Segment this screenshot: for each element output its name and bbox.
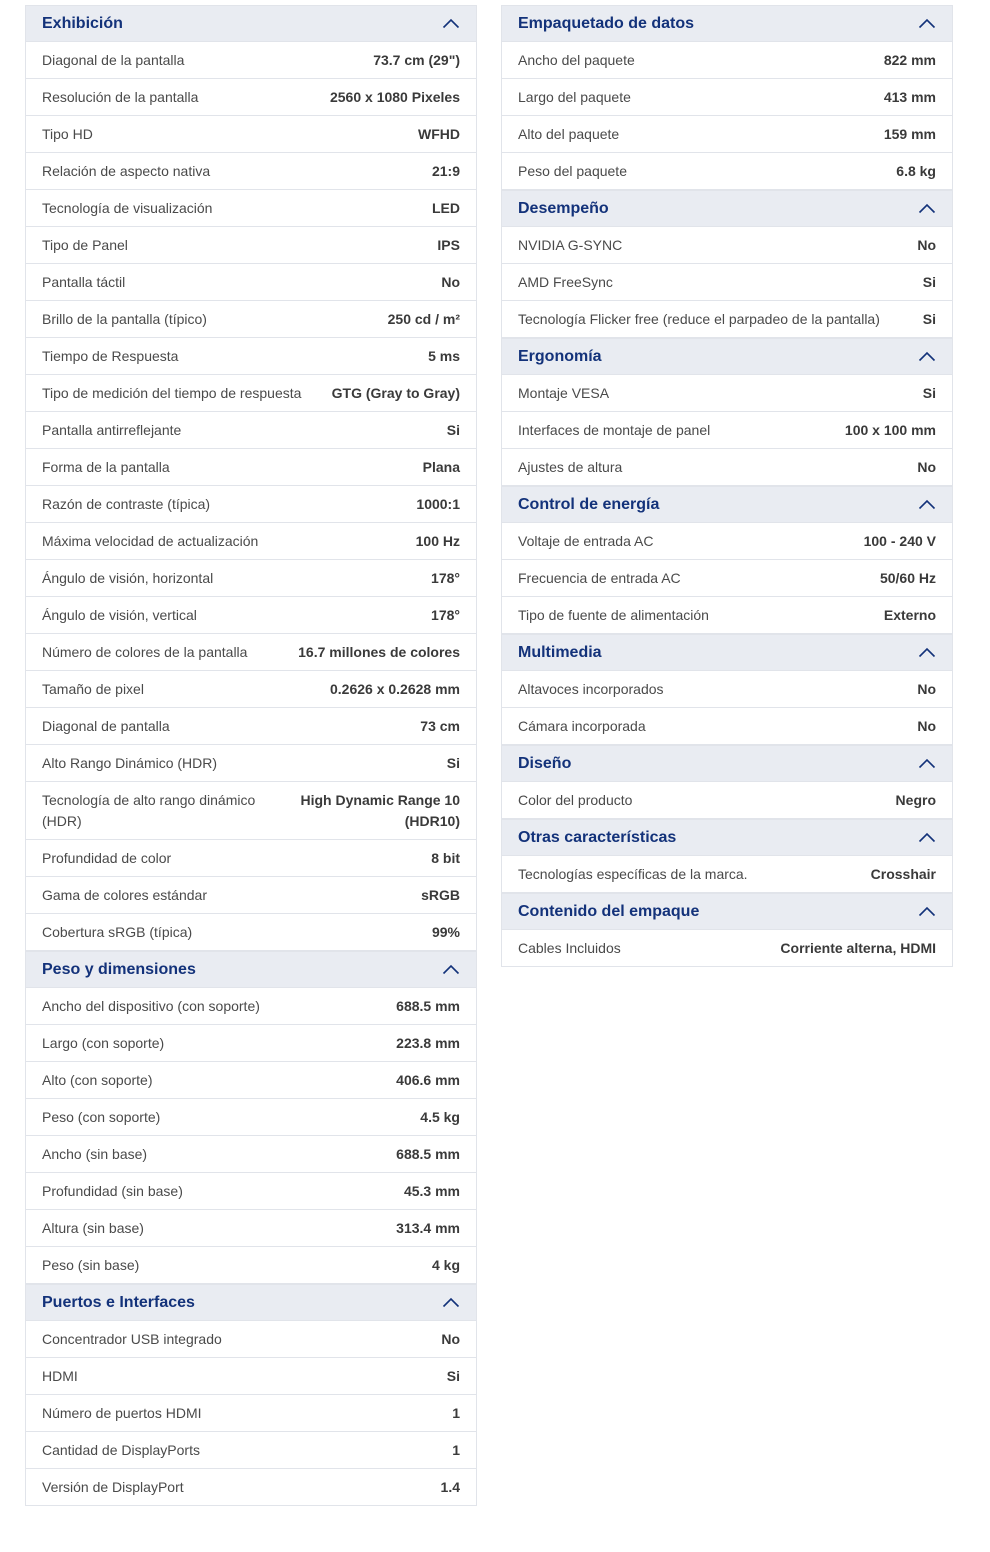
spec-label: Alto Rango Dinámico (HDR)	[42, 754, 218, 771]
spec-row	[502, 78, 952, 115]
spec-label: Tipo de fuente de alimentación	[518, 606, 709, 623]
spec-label: Montaje VESA	[518, 384, 610, 401]
spec-value: GTG (Gray to Gray)	[331, 384, 460, 401]
spec-label: Peso (sin base)	[42, 1256, 140, 1273]
spec-value: 2560 x 1080 Pixeles	[329, 88, 460, 105]
spec-label: Número de colores de la pantalla	[42, 643, 248, 660]
spec-value: 100 x 100 mm	[844, 421, 936, 438]
chevron-up-icon[interactable]	[918, 647, 936, 658]
section-header[interactable]	[502, 745, 952, 781]
spec-section-otras-caracteristicas	[501, 819, 953, 893]
spec-value: 688.5 mm	[396, 1145, 460, 1162]
spec-value: 688.5 mm	[396, 997, 460, 1014]
spec-label: Concentrador USB integrado	[42, 1330, 222, 1347]
spec-row	[26, 707, 476, 744]
spec-row	[502, 226, 952, 263]
spec-label: Altura (sin base)	[42, 1219, 144, 1236]
spec-row	[26, 596, 476, 633]
spec-label: Profundidad de color	[42, 849, 172, 866]
spec-label: Peso del paquete	[518, 162, 627, 179]
spec-label: Frecuencia de entrada AC	[518, 569, 681, 586]
spec-row	[502, 411, 952, 448]
spec-row	[26, 448, 476, 485]
chevron-up-icon[interactable]	[442, 964, 460, 975]
spec-value: 822 mm	[883, 51, 936, 68]
spec-value: 4 kg	[431, 1256, 460, 1273]
spec-label: Pantalla táctil	[42, 273, 126, 290]
spec-value: 250 cd / m²	[387, 310, 460, 327]
spec-label: NVIDIA G-SYNC	[518, 236, 623, 253]
spec-label: Tamaño de pixel	[42, 680, 144, 697]
spec-row	[26, 115, 476, 152]
spec-section-multimedia	[501, 634, 953, 745]
spec-label: Tecnología de alto rango dinámico (HDR)	[42, 791, 256, 829]
section-header[interactable]	[26, 951, 476, 987]
chevron-up-icon[interactable]	[918, 203, 936, 214]
spec-value: Externo	[883, 606, 936, 623]
spec-row	[26, 1135, 476, 1172]
section-title: Control de energía	[518, 495, 660, 513]
spec-value: Corriente alterna, HDMI	[780, 939, 936, 956]
spec-value: 21:9	[431, 162, 460, 179]
spec-section-peso-y-dimensiones	[25, 951, 477, 1284]
spec-value: 413 mm	[883, 88, 936, 105]
spec-value: Si	[446, 754, 460, 771]
spec-row	[502, 855, 952, 892]
section-header[interactable]	[502, 486, 952, 522]
spec-label: Tecnología Flicker free (reduce el parpadeo de la pantalla)	[518, 310, 880, 327]
spec-value: Si	[446, 421, 460, 438]
spec-value: 1	[452, 1441, 460, 1458]
spec-row	[26, 670, 476, 707]
spec-label: Ajustes de altura	[518, 458, 623, 475]
spec-label: Voltaje de entrada AC	[518, 532, 654, 549]
spec-label: Ancho del dispositivo (con soporte)	[42, 997, 260, 1014]
spec-label: Cobertura sRGB (típica)	[42, 923, 193, 940]
spec-row	[26, 226, 476, 263]
spec-label: Versión de DisplayPort	[42, 1478, 184, 1495]
spec-label: Relación de aspecto nativa	[42, 162, 211, 179]
spec-section-ergonomia	[501, 338, 953, 486]
spec-section-exhibicion	[25, 5, 477, 951]
spec-row	[26, 876, 476, 913]
spec-label: Cables Incluidos	[518, 939, 621, 956]
chevron-up-icon[interactable]	[918, 906, 936, 917]
spec-row	[502, 781, 952, 818]
spec-value: 178°	[431, 606, 460, 623]
section-title: Desempeño	[518, 199, 609, 217]
section-title: Peso y dimensiones	[42, 960, 196, 978]
spec-row	[502, 300, 952, 337]
section-title: Exhibición	[42, 14, 123, 32]
spec-value: High Dynamic Range 10 (HDR10)	[300, 791, 460, 829]
spec-row	[502, 559, 952, 596]
spec-label: Cámara incorporada	[518, 717, 646, 734]
spec-row	[26, 1172, 476, 1209]
section-header[interactable]	[502, 634, 952, 670]
spec-row	[26, 1320, 476, 1357]
spec-row	[26, 1246, 476, 1283]
spec-value: 406.6 mm	[396, 1071, 460, 1088]
spec-row	[502, 448, 952, 485]
spec-label: Ángulo de visión, horizontal	[42, 569, 214, 586]
spec-row	[502, 263, 952, 300]
spec-section-diseno	[501, 745, 953, 819]
spec-row	[26, 987, 476, 1024]
spec-label: Peso (con soporte)	[42, 1108, 161, 1125]
spec-value: No	[441, 1330, 460, 1347]
spec-value: WFHD	[418, 125, 460, 142]
spec-row	[26, 78, 476, 115]
spec-row	[26, 839, 476, 876]
section-header[interactable]	[26, 1284, 476, 1320]
spec-row	[26, 913, 476, 950]
spec-row	[26, 522, 476, 559]
spec-section-empaquetado-de-datos	[501, 5, 953, 190]
spec-value: LED	[432, 199, 460, 216]
spec-label: Pantalla antirreflejante	[42, 421, 182, 438]
spec-value: 178°	[431, 569, 460, 586]
spec-label: Altavoces incorporados	[518, 680, 664, 697]
spec-label: Alto del paquete	[518, 125, 620, 142]
spec-section-puertos-e-interfaces	[25, 1284, 477, 1506]
spec-row	[26, 300, 476, 337]
spec-label: Color del producto	[518, 791, 633, 808]
spec-row	[502, 929, 952, 966]
spec-label: HDMI	[42, 1367, 78, 1384]
spec-value: No	[917, 680, 936, 697]
spec-value: 99%	[431, 923, 460, 940]
spec-value: 6.8 kg	[896, 162, 936, 179]
spec-row	[26, 559, 476, 596]
spec-row	[26, 1468, 476, 1505]
spec-label: Ángulo de visión, vertical	[42, 606, 197, 623]
section-header[interactable]	[502, 819, 952, 855]
section-header[interactable]	[502, 190, 952, 226]
spec-value: 4.5 kg	[420, 1108, 460, 1125]
spec-row	[26, 41, 476, 78]
spec-label: AMD FreeSync	[518, 273, 613, 290]
spec-row	[26, 1098, 476, 1135]
spec-value: 159 mm	[883, 125, 936, 142]
spec-value: Si	[922, 384, 936, 401]
spec-value: 1.4	[440, 1478, 460, 1495]
spec-value: sRGB	[421, 886, 460, 903]
spec-value: 0.2626 x 0.2628 mm	[330, 680, 460, 697]
spec-value: 100 - 240 V	[863, 532, 936, 549]
spec-label: Diagonal de la pantalla	[42, 51, 185, 68]
spec-row	[26, 152, 476, 189]
spec-row	[26, 1061, 476, 1098]
spec-section-desempeno	[501, 190, 953, 338]
spec-label: Cantidad de DisplayPorts	[42, 1441, 200, 1458]
spec-value: Si	[922, 310, 936, 327]
spec-row	[26, 633, 476, 670]
spec-label: Ancho del paquete	[518, 51, 635, 68]
spec-value: 313.4 mm	[396, 1219, 460, 1236]
chevron-up-icon[interactable]	[918, 499, 936, 510]
spec-value: 5 ms	[428, 347, 460, 364]
spec-label: Forma de la pantalla	[42, 458, 170, 475]
spec-label: Tipo de medición del tiempo de respuesta	[42, 384, 302, 401]
spec-row	[26, 1209, 476, 1246]
spec-row	[26, 1431, 476, 1468]
spec-value: Si	[922, 273, 936, 290]
spec-row	[26, 744, 476, 781]
spec-row	[502, 670, 952, 707]
section-title: Multimedia	[518, 643, 602, 661]
spec-value: No	[917, 458, 936, 475]
spec-row	[26, 411, 476, 448]
spec-label: Tipo HD	[42, 125, 93, 142]
spec-value: No	[441, 273, 460, 290]
spec-value: 223.8 mm	[396, 1034, 460, 1051]
section-header[interactable]	[502, 5, 952, 41]
spec-row	[26, 781, 476, 839]
spec-value: 50/60 Hz	[879, 569, 936, 586]
section-title: Otras características	[518, 828, 677, 846]
spec-row	[26, 263, 476, 300]
section-header[interactable]	[502, 893, 952, 929]
spec-label: Largo del paquete	[518, 88, 631, 105]
spec-row	[26, 485, 476, 522]
chevron-up-icon[interactable]	[918, 351, 936, 362]
spec-value: Crosshair	[870, 865, 936, 882]
spec-row	[502, 41, 952, 78]
spec-row	[26, 337, 476, 374]
spec-label: Tecnologías específicas de la marca.	[518, 865, 748, 882]
spec-value: Negro	[895, 791, 936, 808]
chevron-up-icon[interactable]	[918, 18, 936, 29]
spec-value: 45.3 mm	[403, 1182, 460, 1199]
spec-row	[26, 1357, 476, 1394]
spec-label: Tipo de Panel	[42, 236, 128, 253]
spec-value: No	[917, 236, 936, 253]
spec-value: Plana	[422, 458, 460, 475]
spec-value: 73 cm	[420, 717, 460, 734]
section-title: Empaquetado de datos	[518, 14, 695, 32]
section-title: Diseño	[518, 754, 572, 772]
spec-row	[502, 596, 952, 633]
chevron-up-icon[interactable]	[442, 1297, 460, 1308]
section-title: Contenido del empaque	[518, 902, 700, 920]
spec-value: Si	[446, 1367, 460, 1384]
spec-label: Resolución de la pantalla	[42, 88, 199, 105]
spec-value: No	[917, 717, 936, 734]
spec-label: Alto (con soporte)	[42, 1071, 153, 1088]
spec-label: Profundidad (sin base)	[42, 1182, 183, 1199]
spec-section-control-de-energia	[501, 486, 953, 634]
spec-label: Brillo de la pantalla (típico)	[42, 310, 207, 327]
spec-label: Diagonal de pantalla	[42, 717, 170, 734]
chevron-up-icon[interactable]	[442, 18, 460, 29]
spec-value: 16.7 millones de colores	[298, 643, 460, 660]
spec-value: 100 Hz	[415, 532, 460, 549]
spec-value: 1	[452, 1404, 460, 1421]
section-header[interactable]	[502, 338, 952, 374]
spec-label: Razón de contraste (típica)	[42, 495, 211, 512]
spec-row	[26, 189, 476, 226]
section-title: Ergonomía	[518, 347, 602, 365]
spec-label: Número de puertos HDMI	[42, 1404, 202, 1421]
spec-label: Gama de colores estándar	[42, 886, 207, 903]
specs-column-right	[501, 5, 953, 967]
spec-row	[502, 115, 952, 152]
spec-label: Tecnología de visualización	[42, 199, 213, 216]
specs-column-left	[25, 5, 477, 1506]
spec-row	[502, 522, 952, 559]
spec-section-contenido-del-empaque	[501, 893, 953, 967]
section-title: Puertos e Interfaces	[42, 1293, 195, 1311]
spec-row	[26, 374, 476, 411]
spec-label: Largo (con soporte)	[42, 1034, 165, 1051]
spec-row	[502, 152, 952, 189]
spec-label: Interfaces de montaje de panel	[518, 421, 711, 438]
spec-value: IPS	[437, 236, 460, 253]
spec-label: Ancho (sin base)	[42, 1145, 148, 1162]
spec-row	[26, 1394, 476, 1431]
section-header[interactable]	[26, 5, 476, 41]
spec-row	[502, 707, 952, 744]
spec-row	[26, 1024, 476, 1061]
spec-row	[502, 374, 952, 411]
spec-value: 73.7 cm (29")	[373, 51, 460, 68]
spec-label: Máxima velocidad de actualización	[42, 532, 259, 549]
chevron-up-icon[interactable]	[918, 832, 936, 843]
spec-label: Tiempo de Respuesta	[42, 347, 179, 364]
spec-value: 8 bit	[431, 849, 460, 866]
spec-value: 1000:1	[416, 495, 460, 512]
chevron-up-icon[interactable]	[918, 758, 936, 769]
